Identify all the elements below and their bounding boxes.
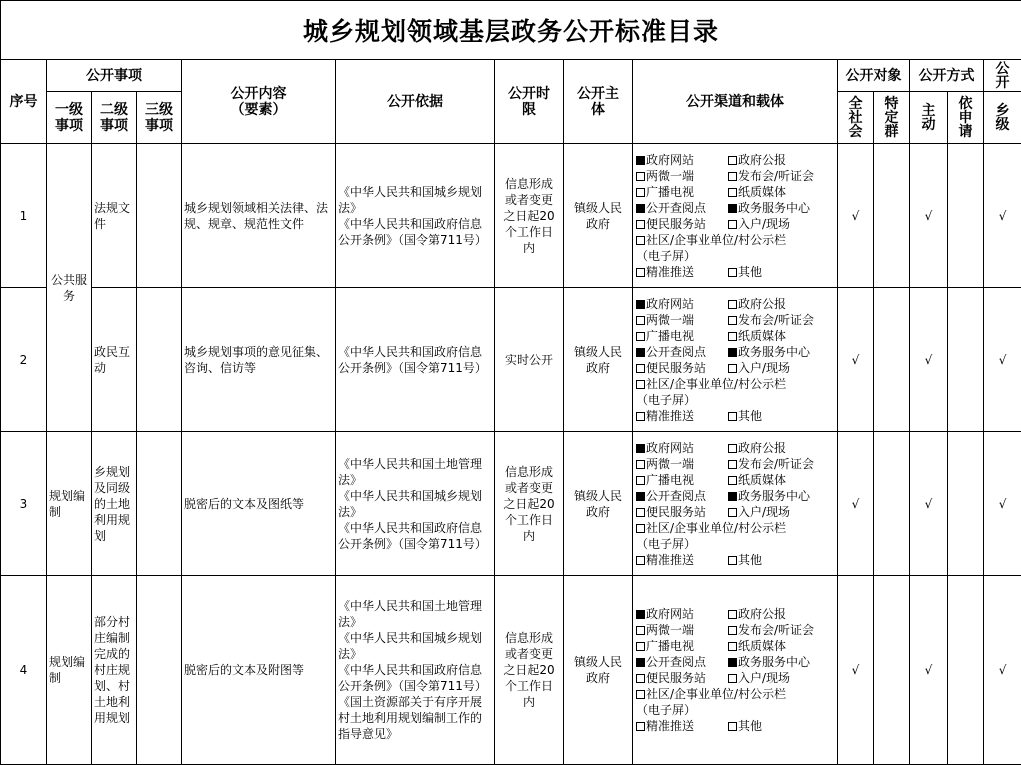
header-char: 依	[958, 95, 973, 112]
township-check: √	[984, 144, 1021, 288]
channel-label: 两微一端	[646, 168, 695, 183]
unchecked-box-icon	[728, 610, 737, 619]
channel-label: 政府公报	[738, 607, 787, 621]
header-char: 定	[884, 109, 899, 126]
checked-box-icon	[636, 658, 645, 667]
channel-label: 两微一端	[646, 456, 695, 471]
unchecked-box-icon	[728, 722, 737, 731]
subject-cell: 镇级人民政府	[564, 576, 633, 765]
basis-item: 《中华人民共和国土地管理法》	[338, 599, 483, 629]
specific-group-check	[874, 432, 910, 576]
time-limit-cell: 信息形成或者变更之日起20个工作日内	[495, 432, 564, 576]
table-row	[1, 576, 1021, 765]
unchecked-box-icon	[636, 674, 645, 683]
unchecked-box-icon	[636, 690, 645, 699]
header-level-group-char: 公	[995, 60, 1010, 77]
active-check: √	[910, 144, 948, 288]
header-subject: 公开主体	[564, 60, 633, 144]
channel-label: 政务服务中心	[738, 200, 811, 215]
channel-label: 政府公报	[738, 440, 787, 455]
channel-label: 便民服务站	[646, 216, 707, 231]
subject-cell: 镇级人民政府	[564, 288, 633, 432]
level2-cell: 法规文件	[92, 144, 137, 288]
unchecked-box-icon	[728, 412, 737, 421]
channel-label: 精准推送	[646, 264, 695, 279]
subject-cell: 镇级人民政府	[564, 432, 633, 576]
channel-label: （电子屏）	[636, 703, 697, 717]
basis-item: 《中华人民共和国城乡规划法》	[338, 488, 483, 519]
header-township	[984, 92, 1021, 144]
header-time-limit: 公开时限	[495, 60, 564, 144]
table-row	[1, 288, 1021, 432]
level1-cell: 规划编制	[47, 432, 92, 576]
content-cell: 城乡规划领域相关法律、法规、规章、规范性文件	[182, 144, 336, 288]
channel-label: 两微一端	[646, 623, 695, 637]
unchecked-box-icon	[728, 268, 737, 277]
time-limit-cell: 实时公开	[495, 288, 564, 432]
all-society-check: √	[838, 144, 874, 288]
checked-box-icon	[636, 492, 645, 501]
content-cell: 城乡规划事项的意见征集、咨询、信访等	[182, 288, 336, 432]
level3-cell	[137, 432, 182, 576]
channel-label: 入户/现场	[738, 671, 791, 685]
unchecked-box-icon	[636, 236, 645, 245]
unchecked-box-icon	[636, 268, 645, 277]
checked-box-icon	[636, 444, 645, 453]
row-no: 3	[1, 432, 47, 576]
header-method: 公开方式	[910, 60, 984, 92]
basis-item: 《中华人民共和国政府信息公开条例》（国令第711号）	[338, 520, 487, 551]
basis-cell	[336, 288, 495, 432]
channel-label: 精准推送	[646, 408, 695, 423]
row-no: 2	[1, 288, 47, 432]
by-request-check	[948, 432, 984, 576]
channel-label: 其他	[738, 408, 763, 423]
basis-cell	[336, 576, 495, 765]
channel-label: 两微一端	[646, 312, 695, 327]
page-title: 城乡规划领域基层政务公开标准目录	[1, 1, 1021, 60]
channel-label: 其他	[738, 719, 763, 733]
unchecked-box-icon	[728, 332, 737, 341]
unchecked-box-icon	[728, 626, 737, 635]
checked-box-icon	[636, 204, 645, 213]
header-char: 社	[848, 109, 863, 126]
channel-label: 其他	[738, 552, 763, 567]
basis-item: 《中华人民共和国城乡规划法》	[338, 631, 483, 661]
channel-label: 公开查阅点	[646, 200, 707, 215]
channel-label: 政府公报	[738, 152, 787, 167]
channel-label: 入户/现场	[738, 504, 791, 519]
unchecked-box-icon	[728, 444, 737, 453]
row-no: 1	[1, 144, 47, 288]
by-request-check	[948, 144, 984, 288]
channel-label: 政府网站	[646, 607, 695, 621]
checked-box-icon	[728, 348, 737, 357]
channels-cell	[633, 576, 838, 765]
basis-cell	[336, 432, 495, 576]
channel-label: 政府网站	[646, 152, 695, 167]
unchecked-box-icon	[636, 476, 645, 485]
channel-label: 便民服务站	[646, 671, 707, 685]
channel-label: 精准推送	[646, 552, 695, 567]
channel-label: 纸质媒体	[738, 328, 787, 343]
channel-label: 广播电视	[646, 328, 695, 343]
channels-cell	[633, 432, 838, 576]
level1-cell: 公共服务	[47, 144, 92, 432]
header-channels: 公开渠道和载体	[633, 60, 838, 144]
unchecked-box-icon	[636, 508, 645, 517]
basis-item: 《国土资源部关于有序开展村土地利用规划编制工作的指导意见》	[338, 695, 483, 741]
unchecked-box-icon	[636, 220, 645, 229]
time-limit-cell: 信息形成或者变更之日起20个工作日内	[495, 144, 564, 288]
unchecked-box-icon	[636, 556, 645, 565]
channel-label: 公开查阅点	[646, 655, 707, 669]
basis-item: 《中华人民共和国政府信息公开条例》（国令第711号）	[338, 663, 487, 693]
township-check: √	[984, 576, 1021, 765]
channels-cell	[633, 288, 838, 432]
unchecked-box-icon	[728, 316, 737, 325]
basis-cell	[336, 144, 495, 288]
checked-box-icon	[728, 658, 737, 667]
header-char: 乡	[995, 102, 1010, 119]
unchecked-box-icon	[636, 380, 645, 389]
checked-box-icon	[636, 610, 645, 619]
channel-label: 广播电视	[646, 472, 695, 487]
unchecked-box-icon	[636, 722, 645, 731]
channel-label: 发布会/听证会	[738, 623, 815, 637]
channel-label: 入户/现场	[738, 360, 791, 375]
unchecked-box-icon	[728, 156, 737, 165]
header-matters: 公开事项	[47, 60, 182, 92]
channel-label: 社区/企事业单位/村公示栏	[646, 520, 787, 535]
header-level3: 三级事项	[137, 92, 182, 144]
unchecked-box-icon	[728, 556, 737, 565]
header-char: 会	[848, 123, 863, 140]
header-char: 群	[884, 123, 899, 140]
header-target-all	[838, 92, 874, 144]
basis-item: 《中华人民共和国土地管理法》	[338, 456, 483, 487]
by-request-check	[948, 288, 984, 432]
header-method-request	[948, 92, 984, 144]
all-society-check: √	[838, 288, 874, 432]
channel-label: 政务服务中心	[738, 488, 811, 503]
level3-cell	[137, 144, 182, 288]
unchecked-box-icon	[728, 300, 737, 309]
channel-label: 发布会/听证会	[738, 456, 815, 471]
header-basis: 公开依据	[336, 60, 495, 144]
channel-label: 纸质媒体	[738, 472, 787, 487]
header-char: 申	[958, 109, 973, 126]
all-society-check: √	[838, 576, 874, 765]
all-society-check: √	[838, 432, 874, 576]
unchecked-box-icon	[636, 364, 645, 373]
header-level1: 一级事项	[47, 92, 92, 144]
channel-label: 社区/企事业单位/村公示栏	[646, 687, 787, 701]
specific-group-check	[874, 576, 910, 765]
township-check: √	[984, 288, 1021, 432]
header-char: 级	[995, 116, 1010, 133]
channel-label: 社区/企事业单位/村公示栏	[646, 232, 787, 247]
channel-label: 公开查阅点	[646, 488, 707, 503]
channel-label: 精准推送	[646, 719, 695, 733]
level2-cell: 政民互动	[92, 288, 137, 432]
channel-label: 政府公报	[738, 296, 787, 311]
level2-cell: 乡规划及同级的土地利用规划	[92, 432, 137, 576]
unchecked-box-icon	[636, 524, 645, 533]
channel-label: 政务服务中心	[738, 655, 811, 669]
header-content	[182, 60, 336, 144]
channel-label: （电子屏）	[636, 248, 697, 263]
specific-group-check	[874, 144, 910, 288]
channel-label: 发布会/听证会	[738, 312, 815, 327]
checked-box-icon	[728, 204, 737, 213]
channel-label: 纸质媒体	[738, 184, 787, 199]
basis-item: 《中华人民共和国城乡规划法》	[338, 184, 483, 215]
unchecked-box-icon	[636, 332, 645, 341]
level3-cell	[137, 576, 182, 765]
table-row	[1, 144, 1021, 288]
row-no: 4	[1, 576, 47, 765]
channel-label: 广播电视	[646, 184, 695, 199]
unchecked-box-icon	[636, 316, 645, 325]
header-char: 请	[958, 123, 973, 140]
channel-label: （电子屏）	[636, 392, 697, 407]
unchecked-box-icon	[636, 626, 645, 635]
level3-cell	[137, 288, 182, 432]
checked-box-icon	[728, 492, 737, 501]
unchecked-box-icon	[728, 172, 737, 181]
header-content-line1: 公开内容	[230, 85, 287, 102]
basis-item: 《中华人民共和国政府信息公开条例》（国令第711号）	[338, 344, 487, 375]
channel-label: 公开查阅点	[646, 344, 707, 359]
header-char: 动	[921, 116, 936, 133]
content-cell: 脱密后的文本及图纸等	[182, 432, 336, 576]
unchecked-box-icon	[728, 476, 737, 485]
by-request-check	[948, 576, 984, 765]
channel-label: 入户/现场	[738, 216, 791, 231]
specific-group-check	[874, 288, 910, 432]
subject-cell: 镇级人民政府	[564, 144, 633, 288]
channel-label: 便民服务站	[646, 504, 707, 519]
channel-label: 政务服务中心	[738, 344, 811, 359]
unchecked-box-icon	[636, 642, 645, 651]
unchecked-box-icon	[636, 188, 645, 197]
unchecked-box-icon	[728, 364, 737, 373]
header-char: 特	[884, 95, 899, 112]
channel-label: 广播电视	[646, 639, 695, 653]
unchecked-box-icon	[728, 188, 737, 197]
channel-label: 政府网站	[646, 440, 695, 455]
unchecked-box-icon	[728, 220, 737, 229]
unchecked-box-icon	[728, 508, 737, 517]
active-check: √	[910, 288, 948, 432]
channel-label: 其他	[738, 264, 763, 279]
header-content-line2: （要素）	[230, 101, 287, 118]
checked-box-icon	[636, 348, 645, 357]
channel-label: 纸质媒体	[738, 639, 787, 653]
active-check: √	[910, 576, 948, 765]
table-row	[1, 432, 1021, 576]
unchecked-box-icon	[636, 412, 645, 421]
basis-item: 《中华人民共和国政府信息公开条例》（国令第711号）	[338, 216, 487, 247]
header-level-group-char: 开	[995, 74, 1010, 91]
channel-label: 便民服务站	[646, 360, 707, 375]
township-check: √	[984, 432, 1021, 576]
level1-cell: 规划编制	[47, 576, 92, 765]
active-check: √	[910, 432, 948, 576]
channel-label: 社区/企事业单位/村公示栏	[646, 376, 787, 391]
header-target: 公开对象	[838, 60, 910, 92]
header-char: 全	[848, 95, 863, 112]
header-char: 主	[921, 102, 936, 119]
checked-box-icon	[636, 156, 645, 165]
header-level2: 二级事项	[92, 92, 137, 144]
header-method-active	[910, 92, 948, 144]
header-level-group	[984, 60, 1021, 92]
unchecked-box-icon	[636, 172, 645, 181]
checked-box-icon	[636, 300, 645, 309]
time-limit-cell: 信息形成或者变更之日起20个工作日内	[495, 576, 564, 765]
channel-label: 政府网站	[646, 296, 695, 311]
content-cell: 脱密后的文本及附图等	[182, 576, 336, 765]
level2-cell: 部分村庄编制完成的村庄规划、村土地利用规划	[92, 576, 137, 765]
header-target-specific	[874, 92, 910, 144]
unchecked-box-icon	[636, 460, 645, 469]
channel-label: （电子屏）	[636, 536, 697, 551]
unchecked-box-icon	[728, 674, 737, 683]
unchecked-box-icon	[728, 460, 737, 469]
header-seq: 序号	[1, 60, 47, 144]
channel-label: 发布会/听证会	[738, 168, 815, 183]
channels-cell	[633, 144, 838, 288]
unchecked-box-icon	[728, 642, 737, 651]
